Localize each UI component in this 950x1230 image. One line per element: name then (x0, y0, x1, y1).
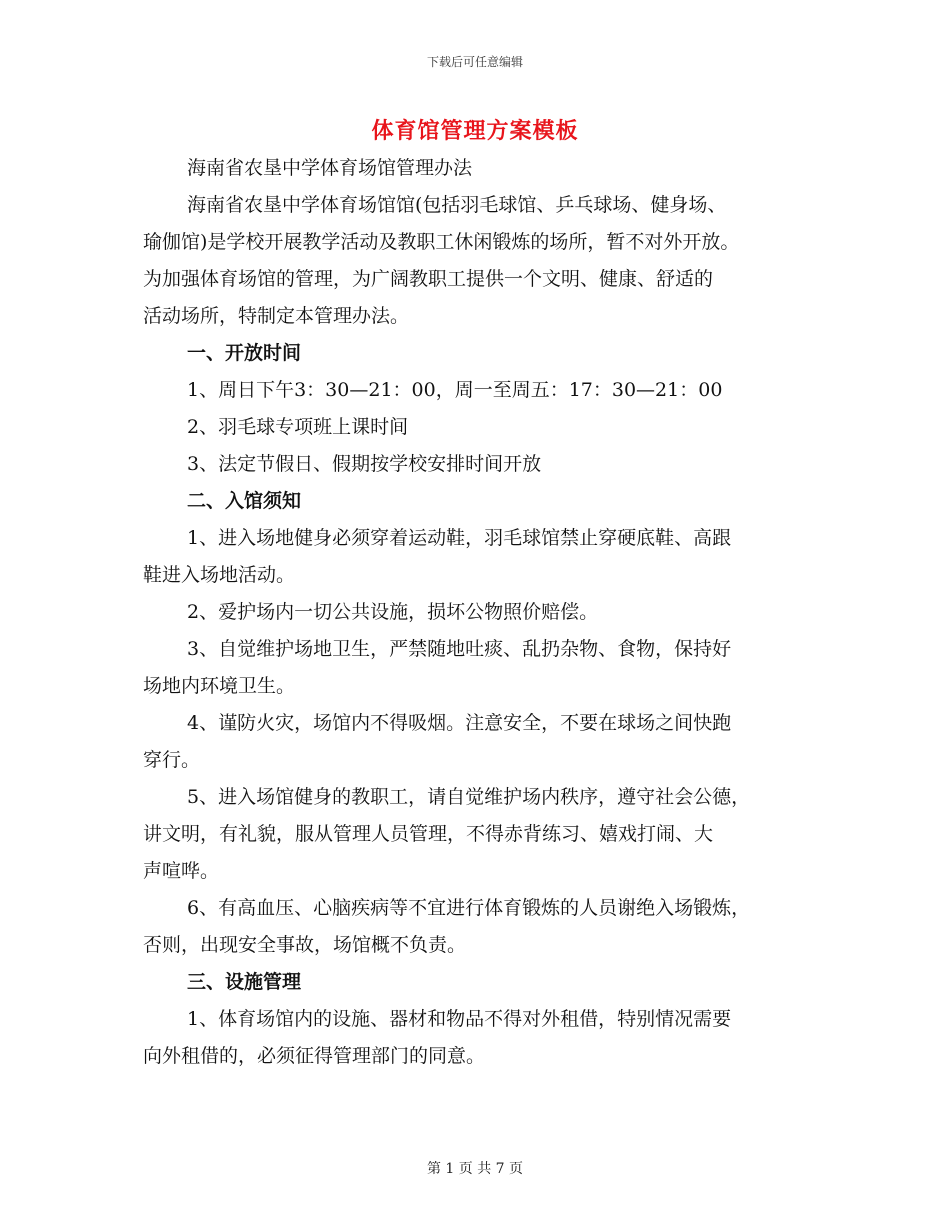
paragraph-line: 向外租借的，必须征得管理部门的同意。 (143, 1045, 486, 1067)
paragraph-line: 声喧哗。 (143, 860, 220, 882)
document-body (143, 150, 823, 1075)
paragraph-line: 鞋进入场地活动。 (143, 564, 296, 586)
section-heading: 二、入馆须知 (187, 490, 302, 512)
paragraph-line: 海南省农垦中学体育场馆馆(包括羽毛球馆、乒乓球场、健身场、 (187, 194, 727, 216)
section-heading: 三、设施管理 (187, 971, 302, 993)
paragraph-line: 讲文明，有礼貌，服从管理人员管理，不得赤背练习、嬉戏打闹、大 (143, 823, 714, 845)
paragraph-line: 场地内环境卫生。 (143, 675, 296, 697)
paragraph-line: 海南省农垦中学体育场馆管理办法 (187, 157, 473, 179)
paragraph-line: 1、周日下午3：30—21：00，周一至周五：17：30—21：00 (187, 379, 723, 401)
document-title: 体育馆管理方案模板 (371, 118, 579, 144)
paragraph-line: 3、自觉维护场地卫生，严禁随地吐痰、乱扔杂物、食物，保持好 (187, 638, 732, 660)
section-heading: 一、开放时间 (187, 342, 302, 364)
paragraph-line: 瑜伽馆)是学校开展教学活动及教职工休闲锻炼的场所，暂不对外开放。 (143, 231, 740, 253)
paragraph-line: 5、进入场馆健身的教职工，请自觉维护场内秩序，遵守社会公德， (187, 786, 751, 808)
paragraph-line: 2、爱护场内一切公共设施，损坏公物照价赔偿。 (187, 601, 599, 623)
paragraph-line: 2、羽毛球专项班上课时间 (187, 416, 409, 438)
paragraph-line: 1、体育场馆内的设施、器材和物品不得对外租借，特别情况需要 (187, 1008, 732, 1030)
paragraph-line: 活动场所，特制定本管理办法。 (143, 305, 410, 327)
paragraph-line: 穿行。 (143, 749, 201, 771)
paragraph-line: 6、有高血压、心脑疾病等不宜进行体育锻炼的人员谢绝入场锻炼， (187, 897, 751, 919)
paragraph-line: 为加强体育场馆的管理，为广阔教职工提供一个文明、健康、舒适的 (143, 268, 714, 290)
paragraph-line: 4、谨防火灾，场馆内不得吸烟。注意安全，不要在球场之间快跑 (187, 712, 732, 734)
paragraph-line: 3、法定节假日、假期按学校安排时间开放 (187, 453, 542, 475)
header-note: 下载后可任意编辑 (426, 55, 523, 69)
paragraph-line: 否则，出现安全事故，场馆概不负责。 (143, 934, 467, 956)
page-footer: 第 1 页 共 7 页 (426, 1161, 524, 1177)
paragraph-line: 1、进入场地健身必须穿着运动鞋，羽毛球馆禁止穿硬底鞋、高跟 (187, 527, 732, 549)
